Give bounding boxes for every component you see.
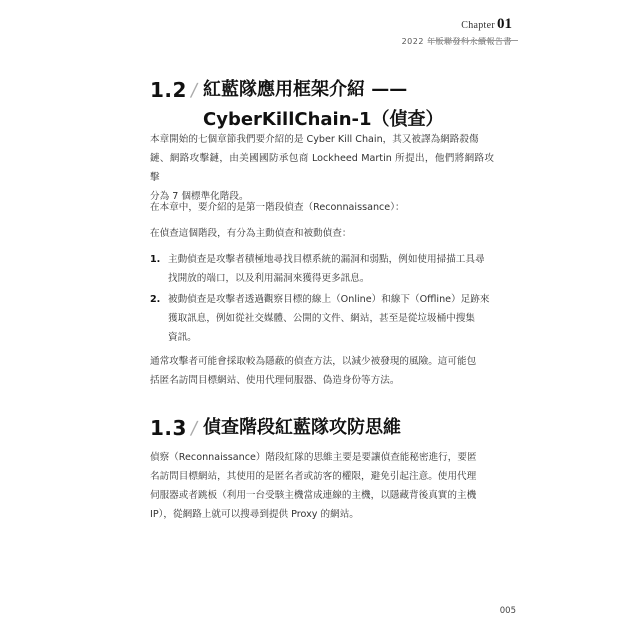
header-rule bbox=[428, 40, 518, 41]
section-title-block bbox=[203, 78, 444, 132]
list-item bbox=[150, 250, 494, 288]
paragraph-recon-types bbox=[150, 224, 494, 243]
paragraph-intro bbox=[150, 130, 494, 206]
text-line: 主動偵查是攻擊者積極地尋找目標系統的漏洞和弱點，例如使用掃描工具尋 bbox=[168, 254, 485, 265]
section-slash-divider: / bbox=[189, 418, 199, 439]
text-line: 在偵查這個階段，有分為主動偵查和被動偵查： bbox=[150, 228, 352, 239]
section-title-line-1: 紅藍隊應用框架介紹 —— bbox=[203, 79, 408, 100]
text-line: 名訪問目標網站，其使用的是匿名者或訪客的權限，避免引起注意。使用代理 bbox=[150, 471, 477, 482]
chapter-number: 01 bbox=[497, 16, 512, 32]
chapter-label bbox=[402, 16, 512, 33]
section-title-line-2: CyberKillChain-1（偵查） bbox=[203, 109, 444, 130]
text-line: 分為 7 個標準化階段。 bbox=[150, 191, 249, 202]
section-title: 偵查階段紅藍隊攻防思維 bbox=[203, 417, 402, 438]
section-heading-1-3 bbox=[150, 416, 401, 441]
text-line: 鏈、網路攻擊鏈，由美國國防承包商 Lockheed Martin 所提出，他們將網路攻擊 bbox=[150, 153, 494, 183]
list-number: 1. bbox=[150, 254, 161, 265]
page-number: 005 bbox=[499, 606, 516, 616]
text-line: 在本章中，要介紹的是第一階段偵查（Reconnaissance）： bbox=[150, 202, 405, 213]
section-number: 1.2 bbox=[150, 78, 187, 102]
book-title: 2022 年版聯發科永續報告書 bbox=[401, 37, 512, 46]
text-line: 被動偵查是攻擊者透過觀察目標的線上（Online）和線下（Offline）足跡來 bbox=[168, 294, 490, 305]
list-number: 2. bbox=[150, 294, 161, 305]
text-line: 括匿名訪問目標網站、使用代理伺服器、偽造身份等方法。 bbox=[150, 375, 400, 386]
list-text bbox=[168, 250, 494, 288]
paragraph-stage-one bbox=[150, 198, 494, 217]
chapter-word: Chapter bbox=[461, 20, 495, 31]
section-heading-1-2 bbox=[150, 78, 444, 132]
text-line: 找開放的端口，以及利用漏洞來獲得更多訊息。 bbox=[168, 273, 370, 284]
paragraph-stealth bbox=[150, 352, 494, 390]
list-text bbox=[168, 290, 494, 347]
text-line: IP），從網路上就可以搜尋到提供 Proxy 的網站。 bbox=[150, 509, 359, 520]
text-line: 資訊。 bbox=[168, 332, 197, 343]
section-slash-divider: / bbox=[189, 80, 199, 101]
text-line: 獲取訊息，例如從社交媒體、公開的文件、網站，甚至是從垃圾桶中搜集 bbox=[168, 313, 475, 324]
text-line: 偵察（Reconnaissance）階段紅隊的思維主要是要讓偵查能秘密進行，要匿 bbox=[150, 452, 477, 463]
text-line: 伺服器或者跳板（利用一台受駭主機當成連線的主機，以隱藏背後真實的主機 bbox=[150, 490, 477, 501]
paragraph-red-team-thinking bbox=[150, 448, 494, 524]
text-line: 通常攻擊者可能會採取較為隱蔽的偵查方法，以減少被發現的風險。這可能包 bbox=[150, 356, 477, 367]
running-header bbox=[402, 16, 512, 47]
section-number: 1.3 bbox=[150, 416, 187, 440]
text-line: 本章開始的七個章節我們要介紹的是 Cyber Kill Chain，其又被譯為網路殺傷 bbox=[150, 134, 479, 145]
list-item bbox=[150, 290, 494, 347]
